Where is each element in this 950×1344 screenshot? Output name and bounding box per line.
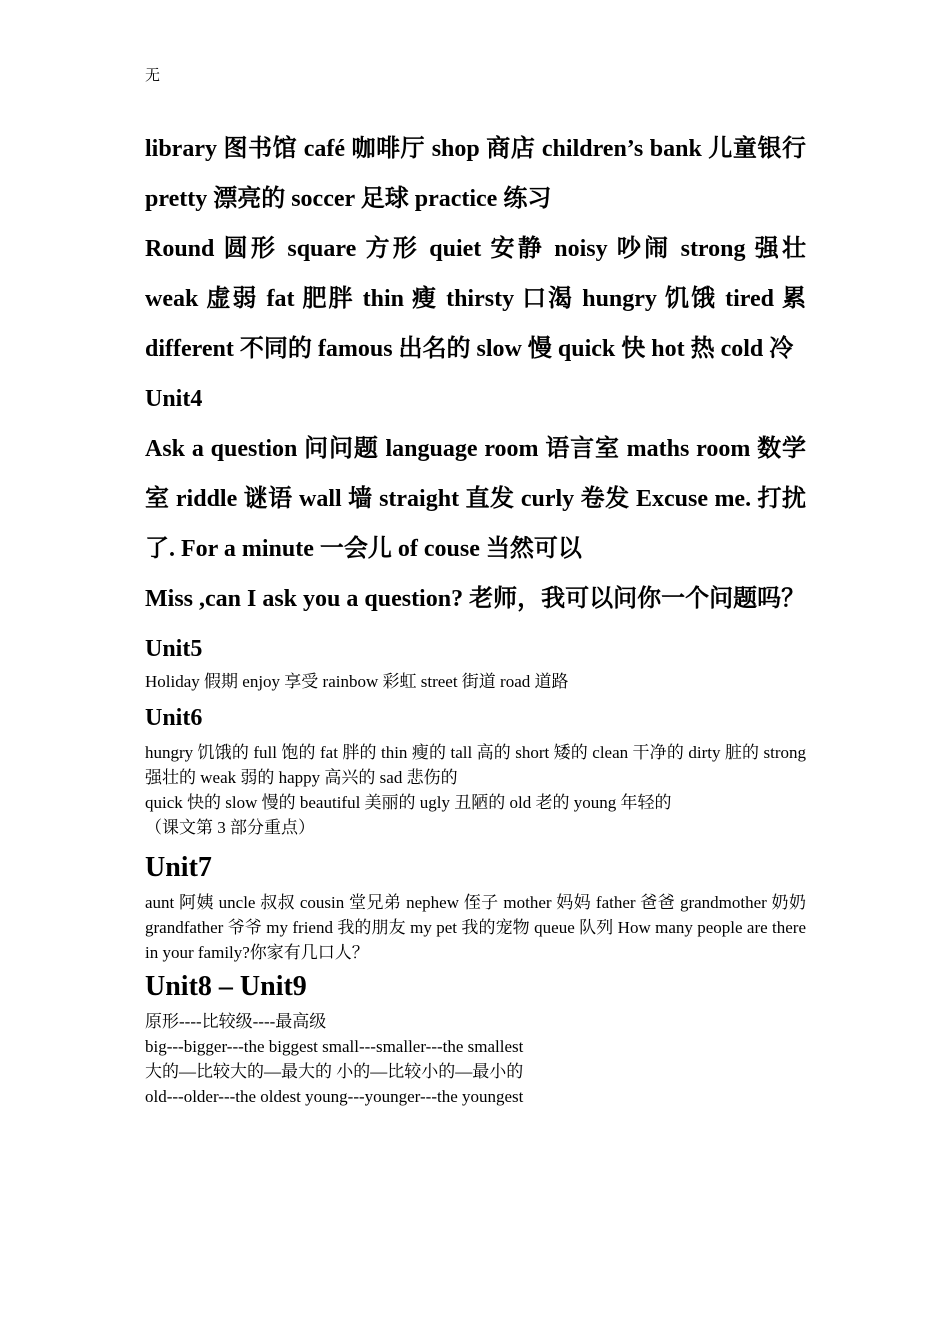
unit7-title: Unit7 (145, 852, 212, 883)
unit5-vocab-line: Holiday 假期 enjoy 享受 rainbow 彩虹 street 街道 road 道路 (145, 672, 569, 691)
unit4-vocab-paragraph: Ask a question 问问题 language room 语言室 maths room 数学室 riddle 谜语 wall 墙 straight 直发 curly 卷发 Excuse me. 打扰了. For a minute 一会儿 of couse 当然可以 (145, 436, 806, 562)
comparison-line-chinese: 大的—比较大的—最大的 小的—比较小的—最小的 (145, 1062, 524, 1081)
unit7-vocab-paragraph: aunt 阿姨 uncle 叔叔 cousin 堂兄弟 nephew 侄子 mother 妈妈 father 爸爸 grandmother 奶奶 grandfather 爷爷 my friend 我的朋友 my pet 我的宠物 queue 队列 How many people are there in your family?你家有几口人？ (145, 893, 806, 962)
vocab-paragraph-adjectives: Round 圆形 square 方形 quiet 安静 noisy 吵闹 strong 强壮 weak 虚弱 fat 肥胖 thin 瘦 thirsty 口渴 hungry 饥饿 tired 累 different 不同的 famous 出名的 slow 慢 quick 快 hot 热 cold 冷 (145, 236, 806, 362)
unit4-sentence: Miss ,can I ask you a question? 老师，我可以问你一个问题吗？ (145, 586, 806, 612)
comparison-line-big-small: big---bigger---the biggest small---smaller---the smallest (145, 1037, 524, 1056)
comparison-header-line: 原形----比较级----最高级 (145, 1012, 327, 1031)
unit6-body (145, 740, 806, 840)
unit8-9-title: Unit8 – Unit9 (145, 971, 307, 1002)
unit6-title: Unit6 (145, 705, 203, 731)
unit5-title: Unit5 (145, 636, 203, 662)
document-body (145, 124, 806, 1109)
unit6-vocab-line: quick 快的 slow 慢的 beautiful 美丽的 ugly 丑陋的 old 老的 young 年轻的 (145, 793, 672, 812)
unit4-title: Unit4 (145, 386, 203, 412)
unit8-9-body (145, 1009, 806, 1109)
unit6-vocab-paragraph: hungry 饥饿的 full 饱的 fat 胖的 thin 瘦的 tall 高的 short 矮的 clean 干净的 dirty 脏的 strong 强壮的 weak 弱的 happy 高兴的 sad 悲伤的 (145, 743, 806, 787)
page-header: 无 (145, 68, 161, 84)
comparison-line-old-young: old---older---the oldest young---younger---the youngest (145, 1087, 524, 1106)
vocab-paragraph-places: library 图书馆 café 咖啡厅 shop 商店 children’s bank 儿童银行 pretty 漂亮的 soccer 足球 practice 练习 (145, 136, 806, 212)
unit6-note: （课文第 3 部分重点） (145, 818, 315, 837)
